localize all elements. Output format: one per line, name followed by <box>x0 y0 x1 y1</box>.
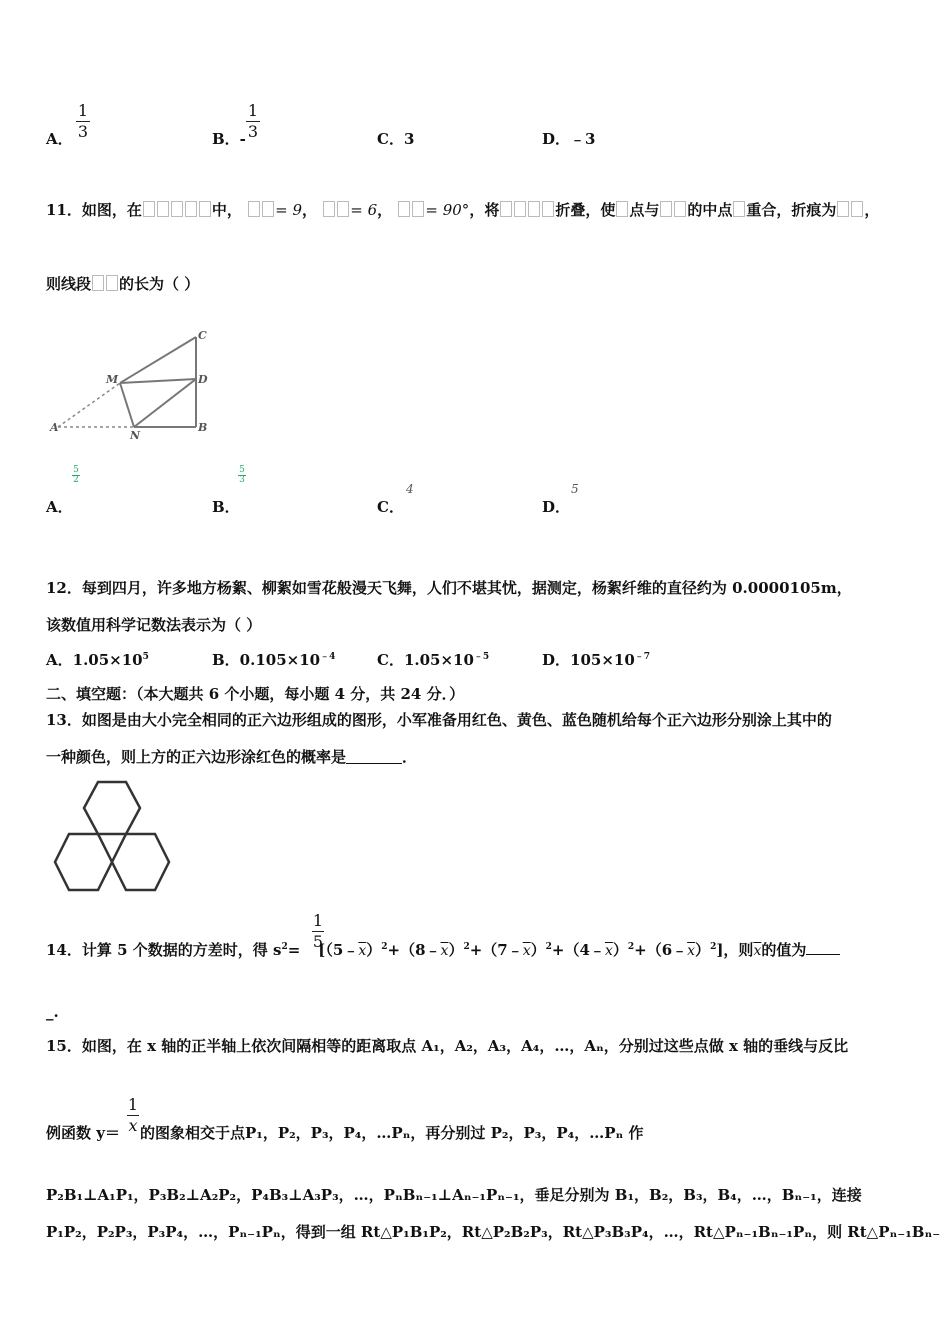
q11-option-c-value: 4 <box>406 482 414 496</box>
q14-stem-line2: _. <box>46 1003 59 1021</box>
q15-stem-line2: 例函数 y＝ 的图象相交于点P₁，P₂，P₃，P₄，…Pₙ，再分别过 P₂，P₃，P₄，…Pₙ 作 <box>46 1124 644 1142</box>
q12-option-c: C．$1.05\times 10^{﹣5}$ <box>377 651 490 669</box>
fig-label-b: B <box>198 421 208 434</box>
q15-stem-line4: P₁P₂，P₂P₃，P₃P₄，…，Pₙ₋₁Pₙ，得到一组 Rt△P₁B₁P₂，Rt△P₂B₂P₃，Rt△P₃B₃P₄，…，Rt△Pₙ₋₁Bₙ₋₁Pₙ，则 Rt△Pₙ₋₁Bₙ₋ <box>46 1223 941 1241</box>
q11-option-a-fraction: 5 2 <box>73 465 79 485</box>
q10-option-a-label: A． <box>46 130 73 148</box>
q10-option-d: D．﹣3 <box>542 130 596 148</box>
q13-hexagon-figure <box>52 778 174 898</box>
q10-option-a-fraction: 1 3 <box>77 101 89 141</box>
section-heading-fill-in: 二、填空题：（本大题共 6 个小题，每小题 4 分，共 24 分．） <box>46 685 465 703</box>
q12-stem-line2: 该数值用科学记数法表示为（ ） <box>46 616 262 634</box>
q11-option-d-label: D． <box>542 498 571 516</box>
q11-option-d-value: 5 <box>571 482 579 496</box>
fig-label-d: D <box>198 373 208 386</box>
q14-fraction: 1 5 <box>312 911 324 951</box>
q13-stem-line2: 一种颜色，则上方的正六边形涂红色的概率是 ． <box>46 748 418 766</box>
q10-option-b-fraction: 1 3 <box>247 101 259 141</box>
hexagon-top <box>84 782 140 834</box>
fig-label-m: M <box>106 373 119 386</box>
fig-label-c: C <box>198 329 207 342</box>
hexagon-bottom-left <box>55 834 112 890</box>
answer-blank[interactable] <box>346 751 402 764</box>
q12-option-a: A．$1.05\times 10^5$ <box>46 651 149 669</box>
q15-stem-line3: P₂B₁⊥A₁P₁，P₃B₂⊥A₂P₂，P₄B₃⊥A₃P₃，…，PₙBₙ₋₁⊥Aₙ₋₁Pₙ₋₁，垂足分别为 B₁，B₂，B₃，B₄，…，Bₙ₋₁，连接 <box>46 1186 862 1204</box>
q12-stem-line1: 12．每到四月，许多地方杨絮、柳絮如雪花般漫天飞舞，人们不堪其忧，据测定，杨絮纤维的直径约为 0.0000105m， <box>46 579 852 597</box>
fig-label-a: A <box>50 421 59 434</box>
q11-figure <box>48 325 218 445</box>
q13-stem-line1: 13．如图是由大小完全相同的正六边形组成的图形，小军准备用红色、黄色、蓝色随机给每个正六边形分别涂上其中的 <box>46 711 832 729</box>
q14-stem-line1: 14．计算 5 个数据的方差时，得 $s^2=$ $[(5﹣\overline{x})^2+(8﹣\overline{x})^2+(7﹣\overline{x})^2+(4﹣\overline{x})^2+(6﹣\overline{x})^2]$，则$\overline{x}$的值为 <box>46 939 840 960</box>
q11-option-c-label: C． <box>377 498 404 516</box>
q11-option-a-label: A． <box>46 498 73 516</box>
q11-stem-line2: 则线段 的长为（ ） <box>46 275 200 293</box>
q15-stem-line1: 15．如图，在 x 轴的正半轴上依次间隔相等的距离取点 A₁，A₂，A₃，A₄，…，Aₙ，分别过这些点做 x 轴的垂线与反比 <box>46 1037 849 1055</box>
q11-option-b-label: B． <box>212 498 240 516</box>
fig-label-n: N <box>130 429 141 442</box>
q12-option-b: B．$0.105\times 10^{﹣4}$ <box>212 651 336 669</box>
q10-option-c: C．3 <box>377 130 415 148</box>
q12-option-d: D．$105\times 10^{﹣7}$ <box>542 651 651 669</box>
q10-option-b-label: B．- <box>212 130 246 148</box>
q11-stem-line1: 11．如图，在 中， = 9， = 6， = 90°，将 折叠，使 点与 的中点 重合，折痕为 ， <box>46 201 880 219</box>
q15-fraction: 1 x <box>127 1095 139 1135</box>
hexagon-bottom-right <box>112 834 169 890</box>
q11-option-b-fraction: 5 3 <box>239 465 245 485</box>
